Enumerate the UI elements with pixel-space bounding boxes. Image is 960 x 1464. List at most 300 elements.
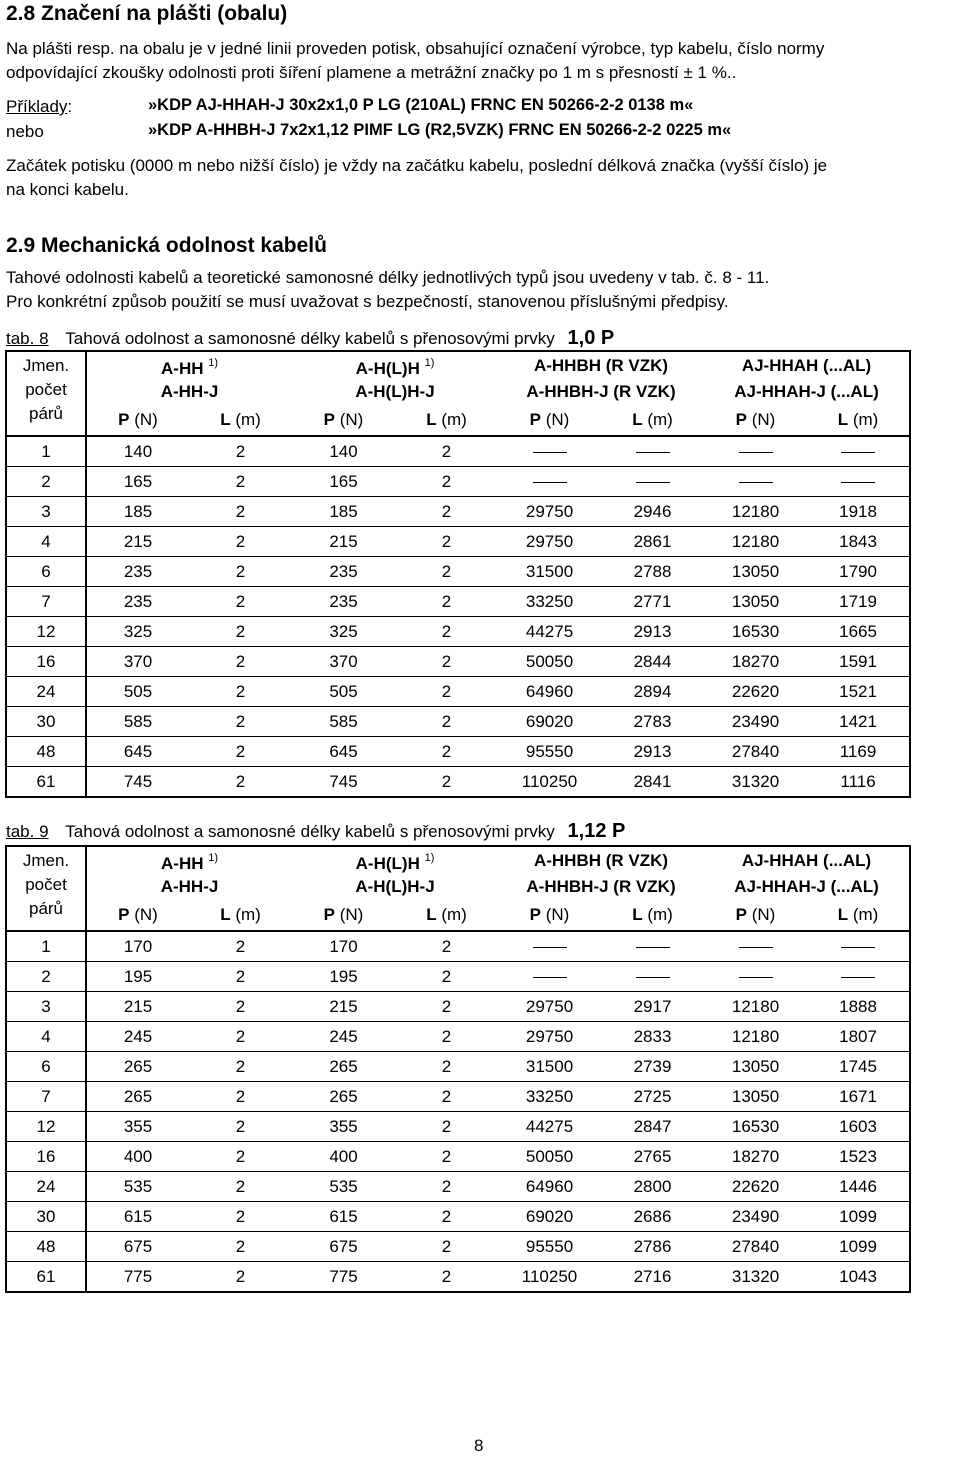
length-column-header: L (m) — [395, 899, 498, 931]
value-cell — [807, 962, 910, 992]
value-cell: 2786 — [601, 1232, 704, 1262]
group-subheader-a-hh-j: A-HH-J — [160, 877, 219, 896]
table-8-caption-text: Tahová odolnost a samonosné délky kabelů s přenosovými prvky — [65, 329, 555, 348]
group-subheader-a-hh-j: A-HH-J — [160, 382, 219, 401]
value-cell: 1099 — [807, 1202, 910, 1232]
value-cell: 31500 — [498, 1052, 601, 1082]
table-8-label: tab. 8 — [6, 329, 49, 348]
value-cell: 2841 — [633, 772, 672, 791]
value-cell: 18270 — [704, 647, 807, 677]
table-9-caption — [6, 820, 625, 843]
table-9-caption-text: Tahová odolnost a samonosné délky kabelů s přenosovými prvky — [65, 822, 555, 841]
value-cell: 1099 — [807, 1232, 910, 1262]
value-cell — [807, 467, 910, 497]
value-cell: 235 — [86, 587, 189, 617]
value-cell: 69020 — [498, 1202, 601, 1232]
value-cell: 775 — [329, 1267, 358, 1286]
pair-count-cell: 3 — [6, 497, 86, 527]
value-cell: 505 — [292, 677, 395, 707]
value-cell: 265 — [292, 1052, 395, 1082]
value-cell: 29750 — [498, 1022, 601, 1052]
count-header — [6, 846, 86, 931]
value-cell: 29750 — [498, 497, 601, 527]
table-row — [6, 962, 910, 992]
pair-count-cell: 6 — [6, 1052, 86, 1082]
example-marking-2: »KDP A-HHBH-J 7x2x1,12 PIMF LG (R2,5VZK) FRNC EN 50266-2-2 0225 m« — [148, 121, 732, 139]
value-cell: 16530 — [704, 1112, 807, 1142]
empty-dash — [841, 452, 875, 453]
group-subheader-a-hhbh-j: A-HHBH-J (R VZK) — [526, 877, 676, 896]
value-cell: 1665 — [807, 617, 910, 647]
value-cell: 2765 — [601, 1142, 704, 1172]
value-cell: 745 — [123, 772, 153, 791]
value-cell: 64960 — [498, 677, 601, 707]
value-cell: 2783 — [601, 707, 704, 737]
value-cell: 400 — [86, 1142, 189, 1172]
value-cell — [601, 962, 704, 992]
value-cell: 22620 — [704, 1172, 807, 1202]
pl-header-row — [6, 404, 910, 436]
value-cell: 265 — [86, 1082, 189, 1112]
value-cell: 2894 — [601, 677, 704, 707]
value-cell: 245 — [292, 1022, 395, 1052]
value-cell: 535 — [86, 1172, 189, 1202]
value-cell: 29750 — [498, 527, 601, 557]
pl-header-row — [6, 899, 910, 931]
value-cell: 2 — [441, 772, 452, 791]
value-cell: 2913 — [601, 617, 704, 647]
value-cell: 2 — [395, 1082, 498, 1112]
value-cell: 23490 — [704, 707, 807, 737]
empty-dash — [739, 947, 773, 948]
table-row — [6, 467, 910, 497]
value-cell: 2917 — [601, 992, 704, 1022]
value-cell: 645 — [292, 737, 395, 767]
value-cell: 2686 — [601, 1202, 704, 1232]
empty-dash — [739, 482, 773, 483]
value-cell: 2913 — [601, 737, 704, 767]
value-cell: 110250 — [521, 772, 578, 791]
value-cell: 2 — [395, 737, 498, 767]
value-cell: 2800 — [601, 1172, 704, 1202]
table-row — [6, 931, 910, 962]
value-cell: 2 — [189, 587, 292, 617]
value-cell: 2833 — [601, 1022, 704, 1052]
value-cell: 265 — [86, 1052, 189, 1082]
value-cell: 400 — [292, 1142, 395, 1172]
value-cell: 1523 — [807, 1142, 910, 1172]
value-cell: 215 — [292, 992, 395, 1022]
value-cell: 2 — [395, 527, 498, 557]
value-cell: 2 — [395, 1172, 498, 1202]
value-cell — [704, 467, 807, 497]
mechanical-paragraph-line-2: Pro konkrétní způsob použití se musí uvažovat s bezpečností, stanovenou příslušnými předpisy. — [6, 292, 729, 311]
pair-count-cell: 7 — [6, 1082, 86, 1112]
value-cell: 215 — [86, 527, 189, 557]
value-cell: 2 — [189, 1112, 292, 1142]
group-subheader-a-hlh-j: A-H(L)H-J — [355, 877, 435, 896]
value-cell: 505 — [86, 677, 189, 707]
table-row — [6, 436, 910, 467]
pair-count-cell: 30 — [6, 1202, 86, 1232]
value-cell: 2 — [189, 1022, 292, 1052]
count-header-line-1: Jmen. — [22, 356, 70, 375]
pair-count-cell: 48 — [6, 1232, 86, 1262]
value-cell: 2 — [441, 1267, 452, 1286]
group-subheader-aj-hhah-j: AJ-HHAH-J (...AL) — [734, 877, 879, 896]
value-cell: 355 — [86, 1112, 189, 1142]
value-cell: 2 — [395, 617, 498, 647]
value-cell: 2 — [395, 1142, 498, 1172]
value-cell — [704, 962, 807, 992]
group-header-a-hlh: A-H(L)H $^{1)}$ — [355, 852, 435, 873]
table-row — [6, 1202, 910, 1232]
value-cell: 13050 — [704, 557, 807, 587]
value-cell: 1169 — [807, 737, 910, 767]
value-cell — [498, 436, 601, 467]
value-cell: 355 — [292, 1112, 395, 1142]
table-row — [6, 1262, 910, 1293]
table-row — [6, 737, 910, 767]
value-cell: 2 — [189, 737, 292, 767]
empty-dash — [739, 452, 773, 453]
example-marking-1: »KDP AJ-HHAH-J 30x2x1,0 P LG (210AL) FRNC EN 50266-2-2 0138 m« — [148, 96, 694, 114]
value-cell: 370 — [86, 647, 189, 677]
empty-dash — [533, 977, 567, 978]
force-column-header: P (N) — [498, 404, 601, 436]
value-cell: 195 — [86, 962, 189, 992]
value-cell — [807, 931, 910, 962]
value-cell: 170 — [292, 931, 395, 962]
value-cell: 140 — [86, 436, 189, 467]
table-row — [6, 647, 910, 677]
value-cell: 29750 — [498, 992, 601, 1022]
value-cell: 2 — [395, 992, 498, 1022]
pair-count-cell: 6 — [6, 557, 86, 587]
value-cell — [807, 436, 910, 467]
value-cell: 325 — [292, 617, 395, 647]
value-cell: 27840 — [704, 1232, 807, 1262]
value-cell: 2 — [395, 1112, 498, 1142]
value-cell: 1446 — [807, 1172, 910, 1202]
length-column-header: L (m) — [601, 899, 704, 931]
value-cell: 585 — [292, 707, 395, 737]
length-column-header: L (m) — [601, 404, 704, 436]
count-header-line-1: Jmen. — [22, 851, 70, 870]
table-9-caption-value: 1,12 P — [567, 820, 626, 842]
value-cell: 585 — [86, 707, 189, 737]
pair-count-cell: 24 — [6, 1172, 86, 1202]
value-cell: 22620 — [704, 677, 807, 707]
value-cell: 2716 — [633, 1267, 672, 1286]
value-cell: 23490 — [704, 1202, 807, 1232]
pair-count-cell: 4 — [6, 1022, 86, 1052]
group-header-aj-hhah: AJ-HHAH (...AL) — [741, 851, 872, 870]
group-header-a-hhbh: A-HHBH (R VZK) — [533, 356, 669, 375]
marking-paragraph-line-1: Na plášti resp. na obalu je v jedné linii proveden potisk, obsahující označení výrobce, typ kabelu, číslo normy — [6, 39, 825, 58]
force-column-header: P (N) — [704, 404, 807, 436]
value-cell: 16530 — [704, 617, 807, 647]
table-row — [6, 557, 910, 587]
value-cell: 2771 — [601, 587, 704, 617]
length-column-header: L (m) — [189, 404, 292, 436]
value-cell: 2 — [189, 707, 292, 737]
value-cell: 165 — [86, 467, 189, 497]
value-cell — [498, 931, 601, 962]
table-8-caption-value: 1,0 P — [567, 327, 615, 349]
section-2-9-heading: 2.9 Mechanická odolnost kabelů — [6, 234, 327, 257]
page-number: 8 — [474, 1436, 484, 1455]
pair-count-cell: 30 — [6, 707, 86, 737]
table-row — [6, 1112, 910, 1142]
pair-count-cell: 48 — [6, 737, 86, 767]
value-cell: 1719 — [807, 587, 910, 617]
value-cell: 2946 — [601, 497, 704, 527]
value-cell: 12180 — [704, 1022, 807, 1052]
value-cell: 235 — [292, 557, 395, 587]
force-column-header: P (N) — [292, 899, 395, 931]
value-cell: 535 — [292, 1172, 395, 1202]
value-cell: 110250 — [521, 1267, 578, 1286]
value-cell: 12180 — [704, 527, 807, 557]
value-cell: 2 — [395, 497, 498, 527]
table-9 — [5, 845, 911, 1293]
count-header-line-3: párů — [28, 899, 64, 918]
value-cell: 2 — [395, 1022, 498, 1052]
value-cell: 12180 — [704, 992, 807, 1022]
value-cell: 1807 — [807, 1022, 910, 1052]
group-header-a-hh: A-HH $^{1)}$ — [161, 357, 219, 378]
value-cell: 195 — [292, 962, 395, 992]
force-column-header: P (N) — [86, 899, 189, 931]
pair-count-cell: 1 — [6, 931, 86, 962]
value-cell: 44275 — [498, 1112, 601, 1142]
value-cell: 235 — [86, 557, 189, 587]
pair-count-cell: 12 — [6, 617, 86, 647]
value-cell: 50050 — [498, 647, 601, 677]
value-cell: 12180 — [704, 497, 807, 527]
pair-count-cell: 1 — [6, 436, 86, 467]
value-cell: 2 — [189, 1202, 292, 1232]
value-cell: 2 — [395, 677, 498, 707]
value-cell: 165 — [292, 467, 395, 497]
value-cell: 2 — [189, 1052, 292, 1082]
value-cell: 1603 — [807, 1112, 910, 1142]
value-cell: 31320 — [731, 1267, 780, 1286]
value-cell — [704, 931, 807, 962]
table-row — [6, 1232, 910, 1262]
value-cell: 44275 — [498, 617, 601, 647]
value-cell: 2 — [235, 772, 246, 791]
table-row — [6, 1022, 910, 1052]
table-row — [6, 1172, 910, 1202]
count-header-line-3: párů — [28, 404, 64, 423]
value-cell: 2739 — [601, 1052, 704, 1082]
value-cell: 1591 — [807, 647, 910, 677]
length-column-header: L (m) — [395, 404, 498, 436]
value-cell: 1745 — [807, 1052, 910, 1082]
empty-dash — [841, 947, 875, 948]
group-subheader-a-hhbh-j: A-HHBH-J (R VZK) — [526, 382, 676, 401]
force-column-header: P (N) — [292, 404, 395, 436]
table-row — [6, 707, 910, 737]
group-header-a-hh: A-HH $^{1)}$ — [161, 852, 219, 873]
group-subheader-aj-hhah-j: AJ-HHAH-J (...AL) — [734, 382, 879, 401]
empty-dash — [533, 947, 567, 948]
value-cell: 2 — [395, 1232, 498, 1262]
count-header-line-2: počet — [25, 875, 67, 894]
count-header — [6, 351, 86, 436]
value-cell: 1843 — [807, 527, 910, 557]
value-cell: 2861 — [601, 527, 704, 557]
value-cell: 31320 — [731, 772, 780, 791]
empty-dash — [841, 482, 875, 483]
section-2-8-heading: 2.8 Značení na plášti (obalu) — [6, 2, 288, 25]
pair-count-cell: 7 — [6, 587, 86, 617]
value-cell: 185 — [86, 497, 189, 527]
length-column-header: L (m) — [807, 404, 910, 436]
value-cell: 1521 — [807, 677, 910, 707]
value-cell: 31500 — [498, 557, 601, 587]
value-cell: 215 — [86, 992, 189, 1022]
value-cell: 2 — [189, 931, 292, 962]
value-cell: 2 — [189, 436, 292, 467]
value-cell — [601, 436, 704, 467]
value-cell: 2 — [395, 587, 498, 617]
table-row — [6, 1142, 910, 1172]
table-row — [6, 767, 910, 798]
table-row — [6, 1052, 910, 1082]
value-cell: 2 — [235, 1267, 246, 1286]
value-cell: 1671 — [807, 1082, 910, 1112]
value-cell — [498, 467, 601, 497]
table-9-label: tab. 9 — [6, 822, 49, 841]
value-cell: 370 — [292, 647, 395, 677]
value-cell — [601, 467, 704, 497]
empty-dash — [636, 947, 670, 948]
value-cell: 13050 — [704, 1052, 807, 1082]
value-cell: 33250 — [498, 1082, 601, 1112]
pair-count-cell: 3 — [6, 992, 86, 1022]
value-cell: 2 — [189, 557, 292, 587]
value-cell: 2 — [395, 467, 498, 497]
value-cell: 775 — [123, 1267, 153, 1286]
value-cell: 1421 — [807, 707, 910, 737]
value-cell: 1043 — [839, 1267, 877, 1286]
value-cell: 2 — [189, 497, 292, 527]
value-cell: 2 — [189, 1232, 292, 1262]
value-cell: 1116 — [840, 772, 876, 791]
value-cell: 2 — [395, 962, 498, 992]
group-subheader-a-hlh-j: A-H(L)H-J — [355, 382, 435, 401]
table-row — [6, 527, 910, 557]
table-8 — [5, 350, 911, 798]
value-cell: 95550 — [498, 737, 601, 767]
table-row — [6, 1082, 910, 1112]
examples-label — [6, 95, 72, 119]
value-cell — [498, 962, 601, 992]
value-cell: 2 — [189, 677, 292, 707]
value-cell: 2 — [189, 617, 292, 647]
table-row — [6, 677, 910, 707]
value-cell: 325 — [86, 617, 189, 647]
value-cell: 2788 — [601, 557, 704, 587]
value-cell: 615 — [86, 1202, 189, 1232]
value-cell: 645 — [86, 737, 189, 767]
value-cell: 2 — [189, 467, 292, 497]
value-cell: 2 — [189, 527, 292, 557]
value-cell: 2 — [189, 1142, 292, 1172]
value-cell: 235 — [292, 587, 395, 617]
print-start-note-line-1: Začátek potisku (0000 m nebo nižší číslo) je vždy na začátku kabelu, poslední délková značka (vyšší číslo) je — [6, 156, 828, 175]
force-column-header: P (N) — [86, 404, 189, 436]
value-cell: 245 — [86, 1022, 189, 1052]
empty-dash — [533, 482, 567, 483]
pair-count-cell: 16 — [6, 1142, 86, 1172]
mechanical-paragraph-line-1: Tahové odolnosti kabelů a teoretické samonosné délky jednotlivých typů jsou uvedeny v tab. č. 8 - 11. — [6, 268, 770, 287]
value-cell: 2 — [395, 1202, 498, 1232]
table-row — [6, 587, 910, 617]
or-label: nebo — [6, 122, 44, 141]
value-cell: 1918 — [807, 497, 910, 527]
empty-dash — [739, 977, 773, 978]
table-8-body — [6, 436, 910, 797]
value-cell: 2 — [189, 1172, 292, 1202]
table-row — [6, 497, 910, 527]
value-cell: 69020 — [498, 707, 601, 737]
empty-dash — [533, 452, 567, 453]
group-header-a-hhbh: A-HHBH (R VZK) — [533, 851, 669, 870]
pair-count-cell: 2 — [6, 962, 86, 992]
force-column-header: P (N) — [704, 899, 807, 931]
value-cell: 675 — [292, 1232, 395, 1262]
value-cell: 13050 — [704, 1082, 807, 1112]
value-cell: 675 — [86, 1232, 189, 1262]
value-cell: 18270 — [704, 1142, 807, 1172]
pair-count-cell: 61 — [6, 1262, 86, 1293]
pair-count-cell: 2 — [6, 467, 86, 497]
value-cell: 140 — [292, 436, 395, 467]
value-cell: 2 — [395, 931, 498, 962]
print-start-note-line-2: na konci kabelu. — [6, 180, 129, 199]
value-cell: 2 — [395, 1052, 498, 1082]
value-cell: 185 — [292, 497, 395, 527]
value-cell: 2 — [395, 436, 498, 467]
value-cell: 2 — [189, 647, 292, 677]
marking-paragraph-line-2: odpovídající zkoušky odolnosti proti šíření plamene a metrážní značky po 1 m s přesností ± 1 %.. — [6, 63, 737, 82]
empty-dash — [636, 977, 670, 978]
value-cell: 1790 — [807, 557, 910, 587]
examples-label-colon: : — [67, 97, 73, 116]
pair-count-cell: 24 — [6, 677, 86, 707]
value-cell: 2 — [189, 992, 292, 1022]
value-cell: 2847 — [601, 1112, 704, 1142]
value-cell: 2 — [395, 647, 498, 677]
value-cell: 1888 — [807, 992, 910, 1022]
value-cell: 2 — [395, 557, 498, 587]
value-cell: 33250 — [498, 587, 601, 617]
pair-count-cell: 4 — [6, 527, 86, 557]
empty-dash — [636, 452, 670, 453]
value-cell: 215 — [292, 527, 395, 557]
value-cell: 13050 — [704, 587, 807, 617]
table-row — [6, 992, 910, 1022]
value-cell: 170 — [86, 931, 189, 962]
group-header-aj-hhah: AJ-HHAH (...AL) — [741, 356, 872, 375]
table-row — [6, 617, 910, 647]
value-cell: 615 — [292, 1202, 395, 1232]
empty-dash — [636, 482, 670, 483]
